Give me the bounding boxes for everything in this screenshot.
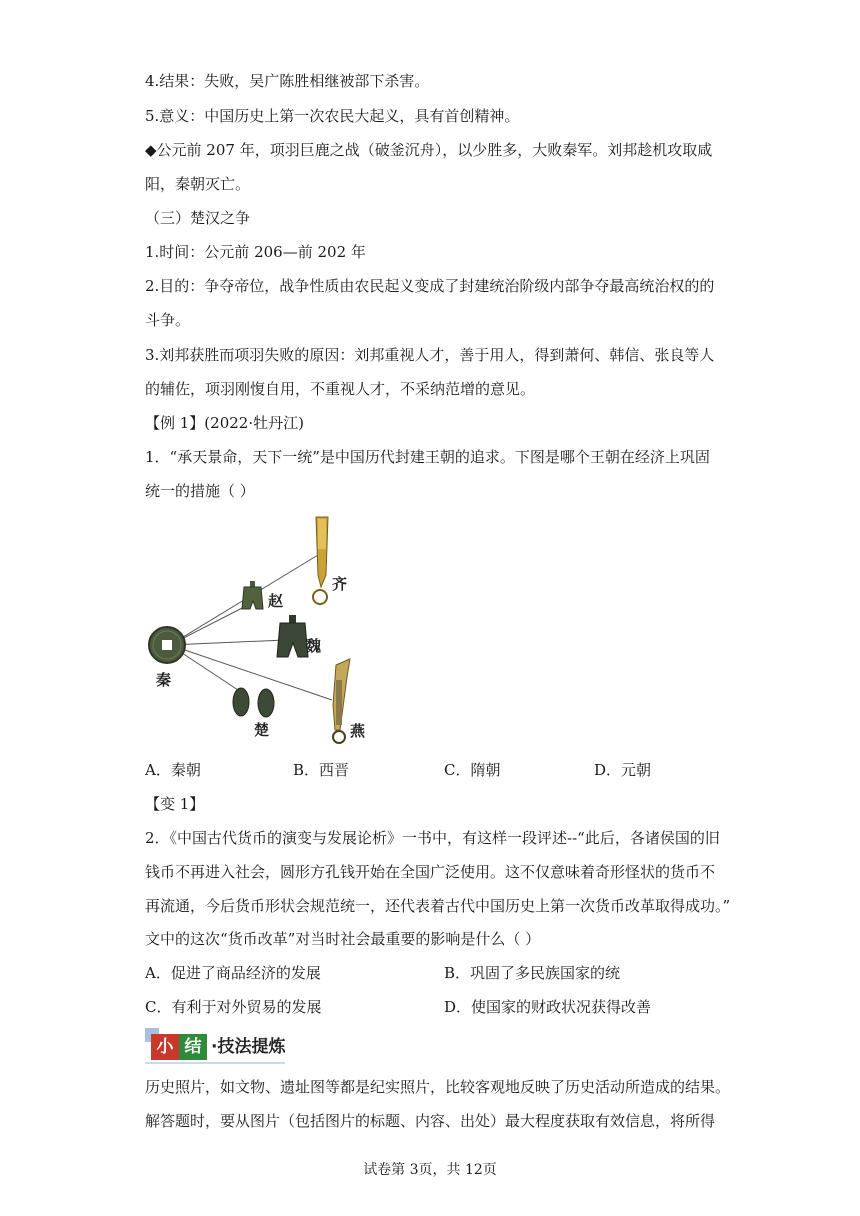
text-line-significance: 5.意义：中国历史上第一次农民大起义，具有首创精神。 <box>145 107 520 125</box>
currency-unification-figure <box>140 505 380 750</box>
spade-coin-wei-icon <box>277 615 308 657</box>
page-footer: 试卷第 3页，共 12页 <box>363 1162 497 1178</box>
text-line-julu-battle: ◆公元前 207 年，项羽巨鹿之战（破釜沉舟），以少胜多，大败秦军。刘邦趁机攻取咸 <box>145 141 713 159</box>
currency-diagram <box>140 505 380 750</box>
banner-char-jie: 结 <box>179 1034 207 1060</box>
q1-option-b[interactable]: B．西晋 <box>293 761 350 779</box>
q2-option-d[interactable]: D．使国家的财政状况获得改善 <box>444 998 652 1016</box>
banner-underline <box>145 1062 285 1064</box>
section-heading-chuhan: （三）楚汉之争 <box>145 209 251 227</box>
q1-option-a[interactable]: A．秦朝 <box>145 761 201 779</box>
label-qi: 齐 <box>332 575 348 593</box>
question-1-stem-cont: 统一的措施（ ） <box>145 482 255 500</box>
text-line-purpose-cont: 斗争。 <box>145 311 191 329</box>
question-2-stem-cont-3: 文中的这次“货币改革”对当时社会最重要的影响是什么（ ） <box>145 930 541 948</box>
banner-tag-text: ·技法提炼 <box>211 1037 286 1057</box>
text-line-reason-cont: 的辅佐，项羽刚愎自用，不重视人才，不采纳范增的意见。 <box>145 380 536 398</box>
q2-option-c[interactable]: C．有利于对外贸易的发展 <box>145 998 322 1016</box>
label-wei: 魏 <box>306 637 322 655</box>
variant-label: 【变 1】 <box>145 795 205 813</box>
question-2-stem-cont-2: 再流通，今后货币形状会规范统一，还代表着古代中国历史上第一次货币改革取得成功。” <box>145 897 731 915</box>
label-qin: 秦 <box>156 671 172 689</box>
spade-coin-zhao-icon <box>242 581 263 609</box>
question-1-stem: 1．“承天景命，天下一统”是中国历代封建王朝的追求。下图是哪个王朝在经济上巩固 <box>145 448 710 466</box>
knife-coin-qi-icon <box>313 517 328 604</box>
question-2-stem: 2．《中国古代货币的演变与发展论析》一书中，有这样一段评述--“此后，各诸侯国的旧 <box>145 829 720 847</box>
banner-char-xiao: 小 <box>151 1034 179 1060</box>
q1-option-c[interactable]: C．隋朝 <box>444 761 501 779</box>
label-zhao: 赵 <box>268 592 284 610</box>
text-line-reason: 3.刘邦获胜而项羽失败的原因：刘邦重视人才，善于用人，得到萧何、韩信、张良等人 <box>145 346 715 364</box>
label-yan: 燕 <box>350 722 366 740</box>
example-label: 【例 1】(2022·牡丹江) <box>145 414 304 432</box>
summary-banner <box>145 1028 285 1064</box>
connector-wei <box>170 640 285 645</box>
text-line-purpose: 2.目的：争夺帝位，战争性质由农民起义变成了封建统治阶级内部争夺最高统治权的的 <box>145 277 715 295</box>
question-2-stem-cont-1: 钱币不再进入社会，圆形方孔钱开始在全国广泛使用。这不仅意味着奇形怪状的货币不 <box>145 863 716 881</box>
knife-coin-yan-icon <box>333 659 350 743</box>
q2-option-b[interactable]: B．巩固了多民族国家的统 <box>444 964 621 982</box>
label-chu: 楚 <box>254 721 270 739</box>
antnose-coin-chu-icon <box>233 688 274 717</box>
text-line-julu-battle-cont: 阳，秦朝灭亡。 <box>145 175 251 193</box>
q1-option-d[interactable]: D．元朝 <box>594 761 652 779</box>
summary-text-line-2: 解答题时，要从图片（包括图片的标题、内容、出处）最大程度获取有效信息，将所得 <box>145 1112 716 1130</box>
text-line-time: 1.时间：公元前 206—前 202 年 <box>145 243 366 261</box>
summary-text-line-1: 历史照片，如文物、遗址图等都是纪实照片，比较客观地反映了历史活动所造成的结果。 <box>145 1078 731 1096</box>
banliang-coin-icon <box>149 627 185 663</box>
text-line-result: 4.结果：失败，吴广陈胜相继被部下杀害。 <box>145 72 430 90</box>
q2-option-a[interactable]: A．促进了商品经济的发展 <box>145 964 321 982</box>
